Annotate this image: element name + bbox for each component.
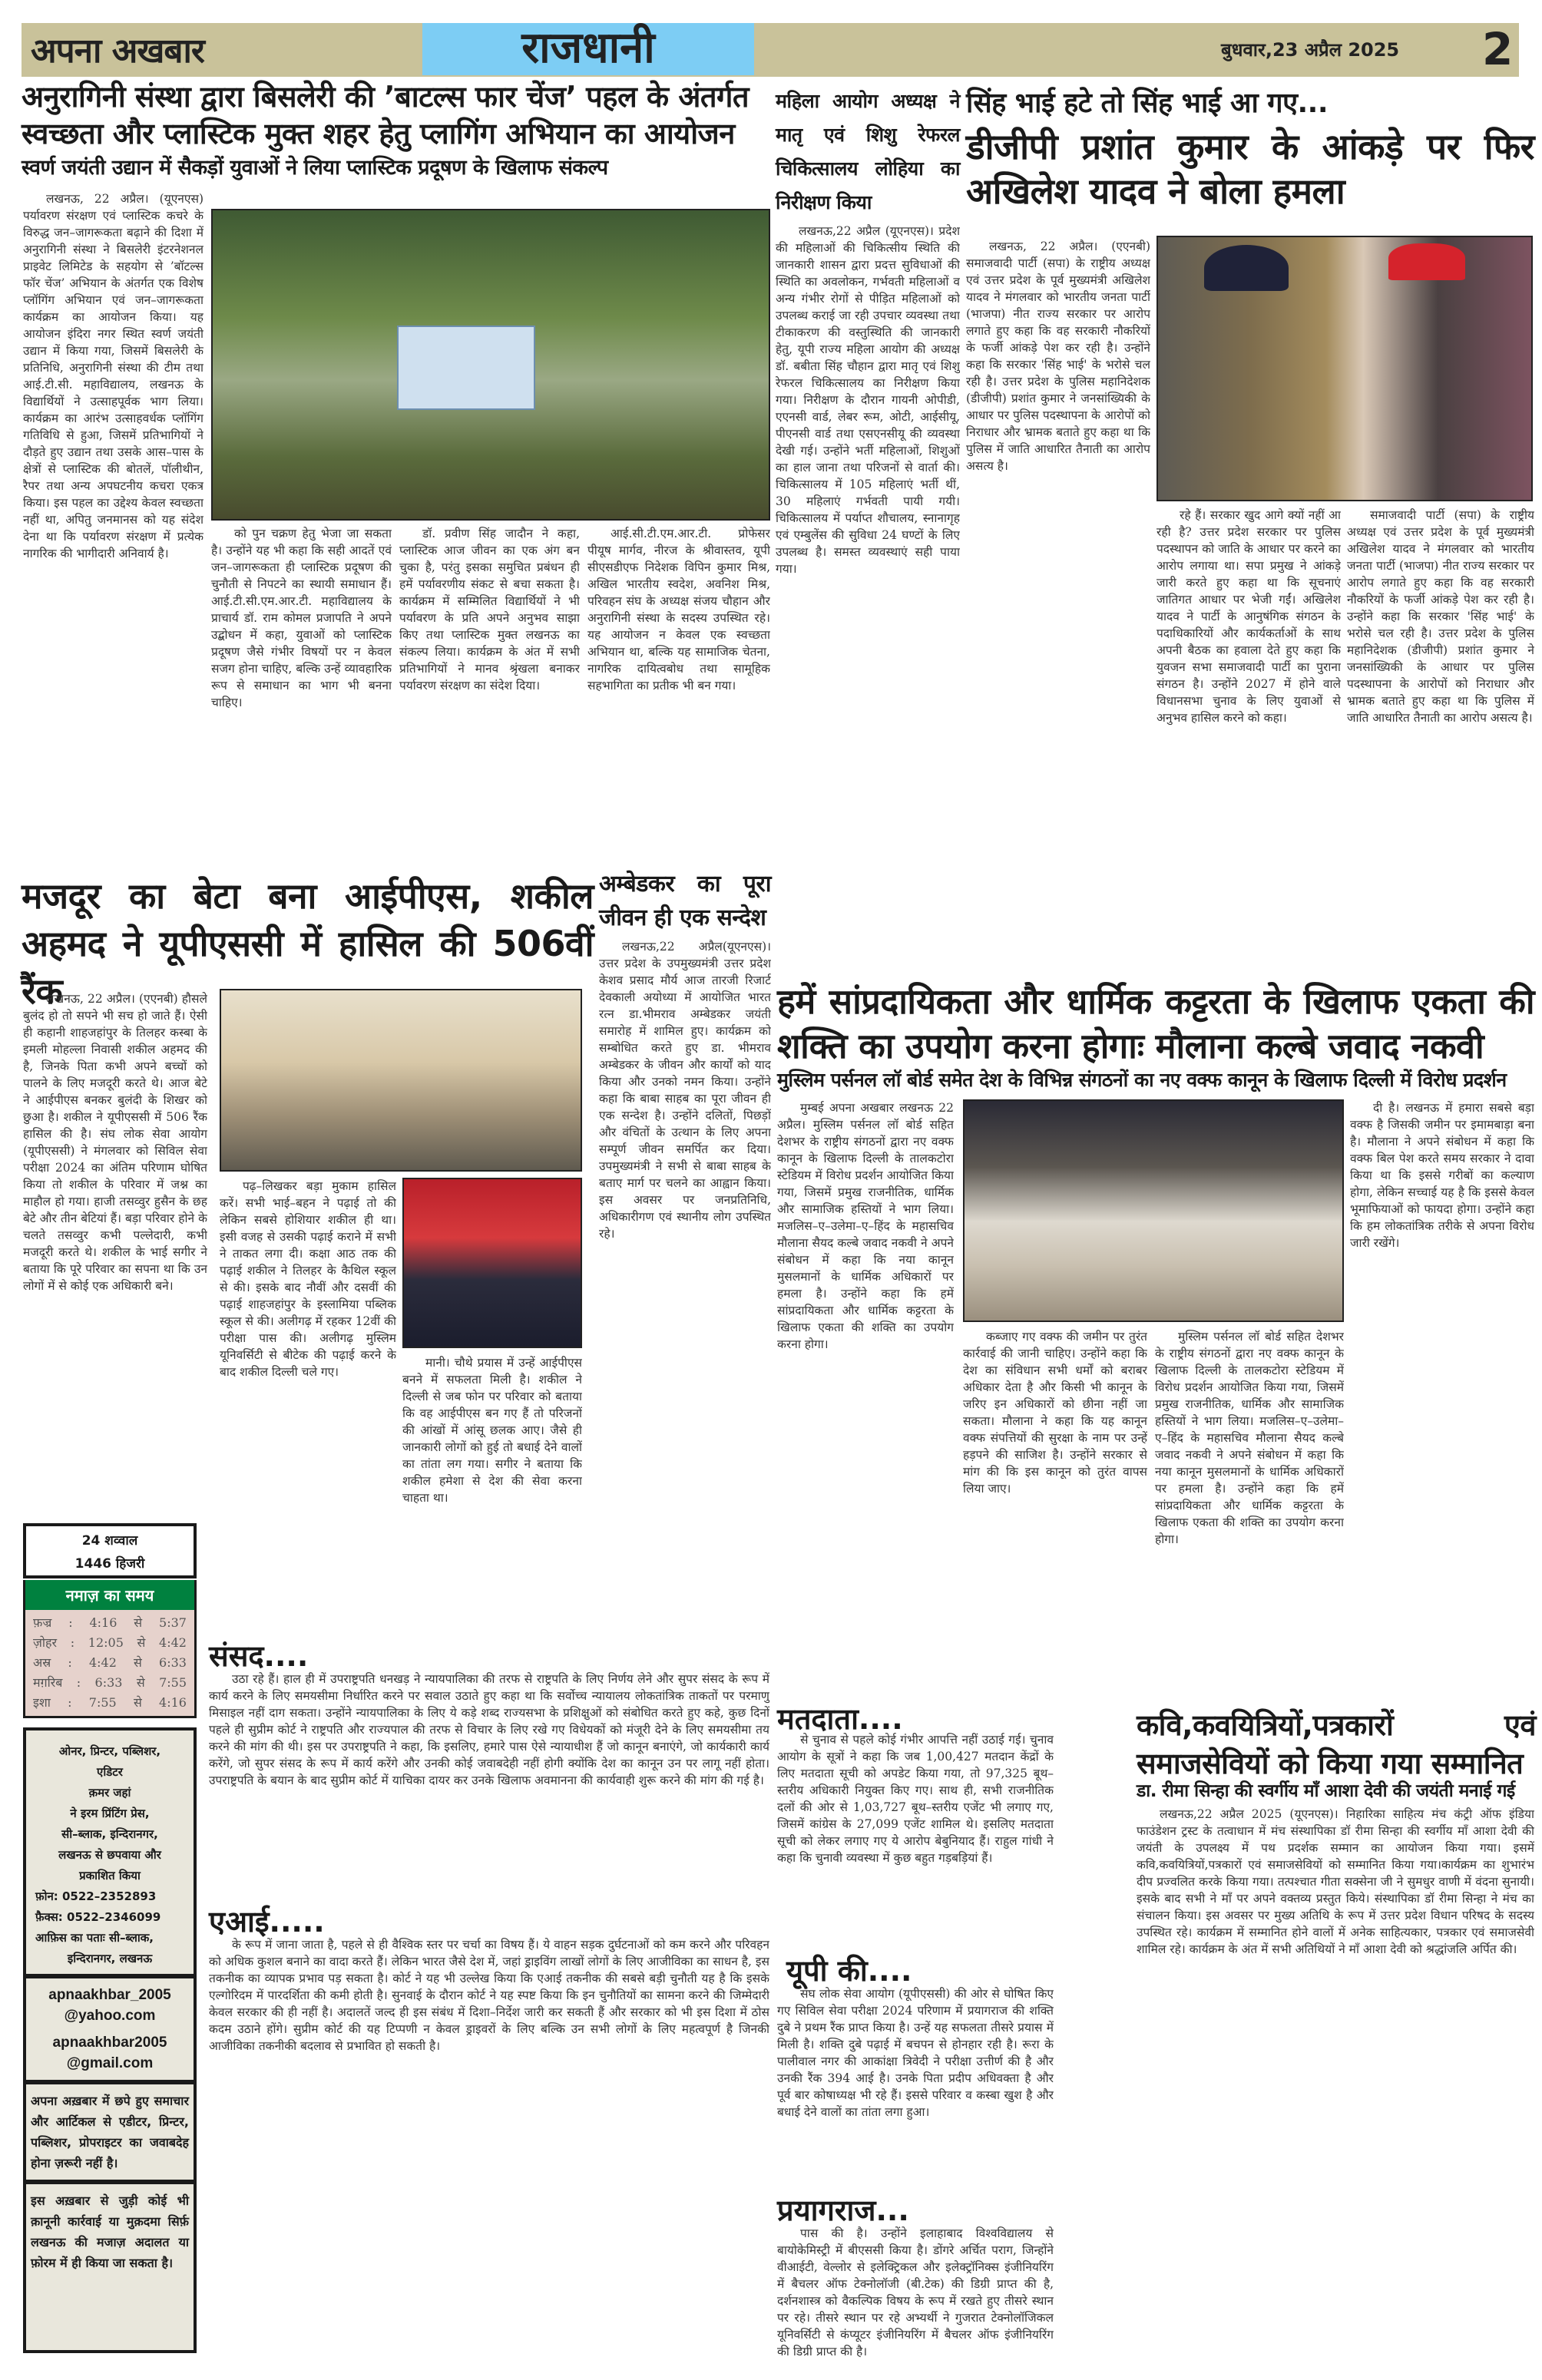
prayagraj-continuation-label: प्रयागराज... [777,2193,909,2227]
dgp-article-col1: लखनऊ, 22 अप्रैल। (एएनबी) समाजवादी पार्टी (सपा) के राष्ट्रीय अध्यक्ष एवं उत्तर प्रदेश के पूर्व मुख्यमंत्री अखिलेश यादव ने मंगलवार को भारतीय जनता पार्टी (भाजपा) नीत राज्य सरकार पर आरोप लगाते हुए कहा कि वह सरकारी नौकरियों के फर्जी आंकड़े पेश कर रही है। उन्होंने कहा कि सरकार 'सिंह भाई' के भरोसे चल रही है। उत्तर प्रदेश के पुलिस महानिदेशक (डीजीपी) प्रशांत कुमार ने जनसांख्यिकी के आधार पर पुलिस पदस्थापना के आरोपों को निराधार और भ्रामक बताते हुए कहा था कि पुलिस में जाति आधारित तैनाती का आरोप असत्य है। [966,240,1150,473]
prayer-to: से [134,1615,143,1630]
prayer-name: मग़रिब [33,1675,63,1690]
islamic-date: 24 शव्वाल [81,1533,138,1549]
prayer-separator: : [68,1615,73,1630]
imprint-publisher [26,1730,194,1974]
imprint-line: सी–ब्लाक, इन्दिरानगर, [61,1827,158,1841]
waqf-subheadline: मुस्लिम पर्सनल लॉ बोर्ड समेत देश के विभिन्न संगठनों का नए वक्फ कानून के खिलाफ दिल्ली में विरोध प्रदर्शन [777,1069,1507,1091]
prayer-row [33,1673,187,1693]
prayer-row [33,1613,187,1633]
imprint-line: ओनर, प्रिन्टर, पब्लिशर, [58,1744,161,1758]
voter-continuation-label: मतदाता.... [777,1702,903,1736]
prayer-start: 4:42 [88,1655,117,1670]
prayer-to: से [137,1635,146,1650]
plogging-headline-2: स्वच्छता और प्लास्टिक मुक्त शहर हेतु प्लागिंग अभियान का आयोजन [22,117,735,150]
ips-article-col3: मानी। चौथे प्रयास में उन्हें आईपीएस बनने में सफलता मिली है। शकील ने दिल्ली से जब फोन पर परिवार को बताया कि वह आईपीएस बन गए हैं तो परिजनों की आंखों में आंसू छलक आए। जैसे ही जानकारी लोगों को हुई तो बधाई देने वालों का तांता लग गया। सगीर ने बताया कि शकील हमेशा से देश की सेवा करना चाहता था। [402,1356,582,1505]
ips-family-photo [220,989,582,1172]
plogging-group-photo [211,209,770,521]
imprint-phone: फ़ोन: 0522–2352893 [35,1889,157,1903]
prayer-row [33,1653,187,1673]
prayer-end: 7:55 [159,1675,187,1690]
page-number: 2 [1482,23,1514,75]
prayer-to: से [136,1675,145,1690]
prayer-start: 7:55 [88,1695,117,1710]
hijri-date-box [23,1523,197,1578]
dgp-akhilesh-photo [1156,236,1533,501]
prayer-separator: : [68,1655,72,1670]
plogging-body: पर्यावरण संरक्षण एवं प्लास्टिक कचरे के विरुद्ध जन–जागरूकता बढ़ाने की दिशा में अनुरागिनी संस्था ने बिसलेरी इंटरनेशनल प्राइवेट लिमिटेड के सहयोग से ’बॉटल्स फॉर चेंज’ अभियान के अंतर्गत एक विशेष प्लॉगिंग अभियान एवं जन–जागरूकता कार्यक्रम का आयोजन किया। यह आयोजन इंदिरा नगर स्थित स्वर्ण जयंती उद्यान में किया गया, जिसमें बिसलेरी के प्रतिनिधि, अनुरागिनी संस्था की टीम तथा आई.टी.सी. महाविद्यालय, लखनऊ के विद्यार्थियों ने उत्साहपूर्वक भाग लिया। कार्यक्रम का आरंभ उत्साहवर्धक प्लॉगिंग गतिविधि से हुआ, जिसमें प्रतिभागियों ने दौड़ते हुए उद्यान तथा उसके आस–पास के क्षेत्रों से प्लास्टिक की बोतलें, पॉलीथीन, रैपर तथा अन्य अपघटनीय कचरा एकत्र किया। इस पहल का उद्देश्य केवल स्वच्छता नहीं था, अपितु जनमानस को यह संदेश देना था कि पर्यावरण संरक्षण में प्रत्येक नागरिक की भागीदारी अनिवार्य है। [23,209,204,560]
prayer-separator: : [68,1695,72,1710]
plogging-article-col2: को पुन चक्रण हेतु भेजा जा सकता है। उन्होंने यह भी कहा कि सही आदतें एवं जन–जागरूकता ही प्लास्टिक प्रदूषण की चुनौती से निपटने का स्थायी समाधान हैं। आई.टी.सी.एम.आर.टी. महाविद्यालय के प्राचार्य डॉ. राम कोमल प्रजापति ने अपने उद्बोधन में कहा, युवाओं को प्लास्टिक प्रदूषण जैसे गंभीर विषयों पर न केवल सजग होना चाहिए, बल्कि उन्हें व्यावहारिक रूप से समाधान का भाग भी बनना चाहिए। [211,527,392,709]
waqf-article-col3: मुस्लिम पर्सनल लॉ बोर्ड सहित देशभर के राष्ट्रीय संगठनों द्वारा नए वक्फ कानून के खिलाफ दिल्ली के तालकटोरा स्टेडियम में विरोध प्रदर्शन आयोजित किया गया, जिसमें प्रमुख राजनीतिक, धार्मिक और सामाजिक हस्तियों ने भाग लिया। मजलिस–ए–उलेमा–ए–हिंद के महासचिव मौलाना सैयद कल्बे जवाद नकवी ने अपने संबोधन में कहा कि नया कानून मुसलमानों के धार्मिक अधिकारों पर हमला है। उन्होंने कहा कि हमें सांप्रदायिकता और धार्मिक कट्टरता के खिलाफ एकता की शक्ति का उपयोग करना होगा। [1155,1330,1344,1546]
prayer-end: 4:42 [159,1635,187,1650]
prayer-row [33,1633,187,1653]
women-commission-article: लखनऊ,22 अप्रैल (यूएनएस)। प्रदेश की महिलाओं की चिकित्सीय स्थिति की जानकारी शासन द्वारा प्रदत्त सुविधाओं की स्थिति का अवलोकन, गर्भवती महिलाओं व अन्य गंभीर रोगों से पीड़ित महिलाओं को उपलब्ध कराई जा रही उपचार व्यवस्था तथा टीकाकरण की वस्तुस्थिति की जानकारी हेतु, यूपी राज्य महिला आयोग की अध्यक्ष डॉ. बबीता सिंह चौहान द्वारा मातृ एवं शिशु रेफरल चिकित्सालय का निरीक्षण किया गया। निरीक्षण के दौरान गायनी ओपीडी, एएनसी वार्ड, लेबर रूम, ओटी, आईसीयू, पीएनसी वार्ड तथा एसएनसीयू की व्यवस्था देखी गई। उन्होंने भर्ती महिलाओं, शिशुओं का हाल जाना तथा परिजनों से वार्ता की। चिकित्सालय में 105 महिलाएं भर्ती थीं, 30 महिलाएं गर्भवती पायी गयी। चिकित्सालय में पर्याप्त शौचालय, स्नानागृह एवं एम्बुलेंस की सुविधा 24 घण्टों के लिए उपलब्ध है। समस्त व्यवस्थाएं सही पाया गया। [776,224,960,576]
prayer-end: 5:37 [159,1615,187,1630]
prayer-name: ज़ोहर [33,1635,58,1650]
prayer-name: फ़ज्र [33,1615,52,1630]
ips-article-col1: लखनऊ, 22 अप्रैल। (एएनबी) हौसले बुलंद हो तो सपने भी सच हो जाते हैं। ऐसी ही कहानी शाहजहांपुर के तिलहर कस्बा के इमली मोहल्ला निवासी शकील अहमद की है, जिनके पिता कभी अपने बच्चों को पालने के लिए मजदूरी करते थे। आज बेटे ने आईपीएस बनकर बुलंदी के शिखर को छुआ है। शकील ने यूपीएससी में 506 रैंक हासिल की है। संघ लोक सेवा आयोग (यूपीएससी) ने मंगलवार को सिविल सेवा परीक्षा 2024 का अंतिम परिणाम घोषित किया तो शकील के परिवार में जश्न का माहौल हो गया। हाजी तसव्वुर हुसैन के छह बेटे और तीन बेटियां हैं। बड़ा परिवार होने के चलते तसव्वुर कभी पल्लेदारी, कभी मजदूरी करते थे। शकील के भाई सगीर ने बताया कि पूरे परिवार का सपना था कि उन लोगों में से कोई एक अधिकारी बने। [23,992,207,1293]
imprint-office-city: इन्दिरानगर, लखनऊ [67,1952,153,1965]
police-cap-shape [1204,245,1289,291]
plogging-dateline: लखनऊ, 22 अप्रैल। (यूएनएस) [46,192,204,206]
dgp-article-col3: समाजवादी पार्टी (सपा) के राष्ट्रीय अध्यक्ष एवं उत्तर प्रदेश के पूर्व मुख्यमंत्री अखिलेश यादव ने मंगलवार को भारतीय जनता पार्टी (भाजपा) नीत राज्य सरकार पर आरोप लगाते हुए कहा कि वह सरकारी नौकरियों के फर्जी आंकड़े पेश कर रही है। उन्होंने कहा कि सरकार 'सिंह भाई' के भरोसे चल रही है। उत्तर प्रदेश के पुलिस महानिदेशक (डीजीपी) प्रशांत कुमार ने जनसांख्यिकी के आधार पर पुलिस पदस्थापना के आरोपों को निराधार और भ्रामक बताते हुए कहा था कि पुलिस में जाति आधारित तैनाती का आरोप असत्य है। [1347,508,1534,725]
poets-subheadline: डा. रीमा सिन्हा की स्वर्गीय माँ आशा देवी की जयंती मनाई गई [1137,1781,1515,1801]
up-continuation-label: यूपी की.... [786,1954,912,1988]
plogging-article-col3: डॉ. प्रवीण सिंह जादौन ने कहा, प्लास्टिक आज जीवन का एक अंग बन चुका है, परंतु इसका समुचित प्रबंधन ही हमें पर्यावरणीय संकट से बचा सकता है। कार्यक्रम में सम्मिलित विद्यार्थियों ने भी पर्यावरण के प्रति अपने अनुभव साझा किए तथा प्लास्टिक मुक्त लखनऊ का संकल्प लिया। कार्यक्रम के अंत में सभी प्रतिभागियों ने मानव श्रृंखला बनाकर पर्यावरण संरक्षण का संदेश दिया। [399,527,580,693]
imprint-fax: फ़ैक्स: 0522–2346099 [35,1910,161,1924]
up-continuation-body: संघ लोक सेवा आयोग (यूपीएससी) की ओर से घोषित किए गए सिविल सेवा परीक्षा 2024 परिणाम में प्रयागराज की शक्ति दुबे ने प्रथम रैंक प्राप्त किया है। उन्हें यह सफलता तीसरे प्रयास में मिली है। शक्ति दुबे पढ़ाई में बचपन से होनहार रही है। रूरा के पालीवाल नगर की आकांक्षा त्रिवेदी ने परीक्षा उत्तीर्ण की है और उनकी रैंक 394 आई है। उनके पिता प्रदीप अधिवक्ता है और पूर्व बार कोषाध्यक्ष भी रहे हैं। इससे परिवार व कस्बा खुश है और बधाई देने वालों का तांता लगा हुआ। [777,1987,1054,2119]
prayer-end: 4:16 [159,1695,187,1710]
prayagraj-continuation-body: पास की है। उन्होंने इलाहाबाद विश्वविद्यालय से बायोकेमिस्ट्री में बीएससी किया है। डोंगरे अर्चित पराग, जिन्होंने वीआईटी, वेल्लोर से इलेक्ट्रिकल और इलेक्ट्रॉनिक्स इंजीनियरिंग में बैचलर ऑफ टेक्नोलॉजी (बी.टेक) की डिग्री प्राप्त की है, दर्शनशास्त्र को वैकल्पिक विषय के रूप में रखते हुए तीसरे स्थान पर रहे। तीसरे स्थान पर रहे अभ्यर्थी ने गुजरात टेक्नोलॉजिकल यूनिवर्सिटी से कंप्यूटर इंजीनियरिंग में बैचलर ऑफ इंजीनियरिंग की डिग्री प्राप्त की है। [777,2226,1054,2359]
issue-date: बुधवार,23 अप्रैल 2025 [1221,39,1400,61]
ai-continuation-label: एआई..... [209,1905,325,1939]
imprint-box [23,1727,197,2353]
prayer-row [33,1693,187,1713]
banner-image [397,326,535,410]
imprint-line: लखनऊ से छपवाया और [58,1848,161,1862]
plogging-article-col4: आई.सी.टी.एम.आर.टी. प्रोफेसर पीयूष मार्गव, नीरज के श्रीवास्तव, यूपी सीएसडीएफ निदेशक विपिन कुमार मिश्र, अखिल भारतीय स्वदेश, अवनिश मिश्र, परिवहन संघ के अध्यक्ष संजय चौहान और अनुरागिनी संस्था के सदस्य उपस्थित रहे। यह आयोजन न केवल एक स्वच्छता अभियान था, बल्कि यह सामाजिक चेतना, नागरिक दायित्वबोध तथा सामूहिक सहभागिता का प्रतीक भी बन गया। [587,527,770,693]
email-1-user[interactable]: apnaakhbar_2005 [48,1987,171,2003]
imprint-line: प्रकाशित किया [79,1869,141,1883]
email-2-domain[interactable]: @gmail.com [66,2055,154,2071]
prayer-to: से [134,1655,142,1670]
poets-headline: कवि,कवयित्रियों,पत्रकारों एवं समाजसेवियों को किया गया सम्मानित [1137,1708,1536,1780]
voter-continuation-body: से चुनाव से पहले कोई गंभीर आपत्ति नहीं उठाई गई। चुनाव आयोग के सूत्रों ने कहा कि जब 1,00,427 मतदान केंद्रों के लिए मतदाता सूची को अपडेट किया गया, तो 97,325 बूथ–स्तरीय अधिकारी नियुक्त किए गए। साथ ही, सभी राजनीतिक दलों की ओर से 1,03,727 बूथ–स्तरीय एजेंट भी लगाए गए, जिसमें कांग्रेस के 27,099 एजेंट शामिल थे। इसलिए मतदाता सूची को लेकर लगाए गए ये आरोप बेबुनियाद हैं। राहुल गांधी ने कहा कि चुनावी व्यवस्था में कुछ बहुत गड़बड़ियां हैं। [777,1733,1054,1865]
imprint-jurisdiction: इस अख़बार से जुड़ी कोई भी क़ानूनी कार्रवाई या मुक़दमा सिर्फ़ लखनऊ की मजाज़ अदालत या फ़ोरम में ही किया जा सकता है। [31,2193,189,2270]
ambedkar-headline: अम्बेडकर का पूरा जीवन ही एक सन्देश [599,871,771,931]
plogging-headline-1: अनुरागिनी संस्था द्वारा बिसलेरी की ’बाटल्स फार चेंज’ पहल के अंतर्गत [22,80,749,114]
poets-article: लखनऊ,22 अप्रैल 2025 (यूएनएस)। निहारिका साहित्य मंच कंट्री ऑफ इंडिया फाउंडेशन ट्रस्ट के तत्वाधान में मंच संस्थापिका डॉ रीमा सिन्हा की स्वर्गीय माँ आशा देवी की जयंती के उपलक्ष्य में पथ प्रदर्शक सम्मान का आयोजन किया गया। इसमें कवि,कवयित्रियों,पत्रकारों एवं समाजसेवियों को सम्मानित किया गया।कार्यक्रम का शुभारंभ दीप प्रज्वलित करके किया गया। तत्पश्चात गीता सक्सेना जी ने सुमधुर वाणी में वंदना सुनायी। इसके बाद सभी ने माँ पर अपने वक्तव्य प्रस्तुत किये। संस्थापिका डॉ रीमा सिन्हा ने मंच का संचालन किया। इस अवसर पर मुख्य अतिथि के रूप में उत्तर प्रदेश विधान परिषद के सदस्य उपस्थित रहे। कार्यक्रम में सम्मानित होने वालों में अनेक साहित्यकार, पत्रकार एवं समाजसेवी शामिल रहे। कार्यक्रम के अंत में सभी अतिथियों ने माँ आशा देवी को श्रद्धांजलि अर्पित की। [1137,1807,1534,1956]
sansad-continuation-label: संसद.... [209,1639,309,1673]
ips-article-col2: पढ़–लिखकर बड़ा मुकाम हासिल करें। सभी भाई–बहन ने पढ़ाई तो की लेकिन सबसे होशियार शकील ही था। इसी वजह से उसकी पढ़ाई कराने में सभी ने ताकत लगा दी। कक्षा आठ तक की पढ़ाई शकील ने तिलहर के कैथिल स्कूल से की। इसके बाद नौवीं और दसवीं की पढ़ाई शाहजहांपुर के इस्लामिया पब्लिक स्कूल से की। अलीगढ़ में रहकर 12वीं की परीक्षा पास की। अलीगढ़ मुस्लिम यूनिवर्सिटी से बीटेक की पढ़ाई करने के बाद शकील दिल्ली चले गए। [220,1179,396,1379]
hijri-year: 1446 हिजरी [74,1556,145,1572]
prayer-end: 6:33 [159,1655,187,1670]
ai-continuation-body: के रूप में जाना जाता है, पहले से ही वैश्विक स्तर पर चर्चा का विषय हैं। ये वाहन सड़क दुर्घटनाओं को कम करने और परिवहन को अधिक कुशल बनाने का वादा करते हैं। लेकिन भारत जैसे देश में, जहां ड्राइविंग लाखों लोगों के लिए आजीविका का साधन है, इस तकनीक का व्यापक प्रभाव पड़ सकता है। कोर्ट ने यह भी उल्लेख किया कि एआई तकनीक की सबसे बड़ी चुनौती यह है कि इसके एल्गोरिदम में पारदर्शिता की कमी होती है। सुनवाई के दौरान कोर्ट ने यह स्पष्ट किया कि इन चुनौतियों का सामना करने की जिम्मेदारी केवल सरकार की ही नहीं है। अदालतें जल्द ही इस संबंध में दिशा–निर्देश जारी कर सकती हैं और सरकार को भी इस दिशा में ठोस कदम उठाने होंगे। सुप्रीम कोर्ट की यह टिप्पणी न केवल ड्राइवरों के लिए बल्कि उन सभी लोगों के लिए महत्वपूर्ण है जिनकी आजीविका तकनीकी बदलाव से प्रभावित हो सकती है। [209,1938,769,2053]
shakeel-portrait-photo [402,1178,582,1348]
imprint-emails [26,1978,194,2080]
dgp-article-col2: रहे हैं। सरकार खुद आगे क्यों नहीं आ रही है? उत्तर प्रदेश सरकार पर पुलिस पदस्थापन को जाति के आधार पर करने का आरोप लगाया था। सपा प्रमुख ने आंकड़े जारी करते हुए कहा था कि सूचनाएं जातिगत आधार पर भेजी गईं। अखिलेश यादव ने पार्टी के आनुषंगिक संगठन के पदाधिकारियों और कार्यकर्ताओं के साथ अपनी बैठक का हवाला देते हुए कहा कि युवजन सभा समाजवादी पार्टी का पुराना संगठन है। उन्होंने 2027 में होने वाले विधानसभा चुनाव के लिए युवाओं से अनुभव हासिल करने को कहा। [1156,508,1341,725]
email-1-domain[interactable]: @yahoo.com [64,2008,156,2024]
waqf-headline: हमें सांप्रदायिकता और धार्मिक कट्टरता के खिलाफ एकता की शक्ति का उपयोग करना होगाः मौलाना कल्बे जवाद नकवी [777,981,1534,1066]
prayer-separator: : [76,1675,81,1690]
plogging-article-col1 [23,190,204,840]
prayer-times-title: नमाज़ का समय [25,1580,194,1610]
prayer-times-table [25,1610,194,1716]
prayer-name: अस्र [33,1655,51,1670]
ips-headline: मजदूर का बेटा बना आईपीएस, शकील अहमद ने यूपीएससी में हासिल की 506वीं रैंक [22,875,594,1012]
prayer-start: 6:33 [94,1675,123,1690]
women-commission-headline: महिला आयोग अध्यक्ष ने मातृ एवं शिशु रेफरल चिकित्सालय लोहिया का निरीक्षण किया [776,90,960,213]
prayer-times-box [23,1580,197,1718]
waqf-protest-photo [963,1099,1344,1322]
red-cap-shape [1388,243,1465,280]
imprint-office-label: आफ़िस का पताः सी–ब्लाक, [35,1931,154,1945]
newspaper-brand: अपना अखबार [31,31,204,71]
waqf-article-col4: दी है। लखनऊ में हमारा सबसे बड़ा वक्फ है जिसकी जमीन पर इमामबाड़ा बना है। मौलाना ने अपने संबोधन में कहा कि वक्फ बिल पेश करते समय सरकार ने दावा किया था कि इससे गरीबों का कल्याण होगा, लेकिन सच्चाई यह है कि इससे केवल भूमाफियाओं को फायदा होगा। उन्होंने कहा कि हम लोकतांत्रिक तरीके से अपना विरोध जारी रखेंगे। [1350,1101,1534,1250]
prayer-name: इशा [33,1695,51,1710]
email-2-user[interactable]: apnaakhbar2005 [52,2035,167,2051]
prayer-separator: : [70,1635,75,1650]
imprint-disclaimer: अपना अख़बार में छपे हुए समाचार और आर्टिकल से एडीटर, प्रिन्टर, पब्लिशर, प्रोपराइटर का जवाबदेह होना ज़रूरी नहीं है। [31,2094,189,2170]
prayer-start: 12:05 [88,1635,124,1650]
ambedkar-article: लखनऊ,22 अप्रैल(यूएनएस)। उत्तर प्रदेश के उपमुख्यमंत्री उत्तर प्रदेश केशव प्रसाद मौर्य आज तारजी रिजार्ट देवकाली अयोध्या में आयोजित भारत रत्न डा.भीमराव अम्बेडकर जयंती समारोह में शामिल हुए। कार्यक्रम को सम्बोधित करते हुए डा. भीमराव अम्बेडकर के जीवन और कार्यों को याद किया और उनको नमन किया। उन्होंने कहा कि बाबा साहब का पूरा जीवन ही एक सन्देश है। उन्होंने दलितों, पिछड़ों और वंचितों के उत्थान के लिए अपना सम्पूर्ण जीवन समर्पित कर दिया। उपमुख्यमंत्री ने सभी से बाबा साहब के बताए मार्ग पर चलने का आह्वान किया। इस अवसर पर जनप्रतिनिधि, अधिकारीगण एवं स्थानीय लोग उपस्थित रहे। [599,940,771,1241]
dgp-headline: डीजीपी प्रशांत कुमार के आंकड़े पर फिर अखिलेश यादव ने बोला हमला [966,126,1534,212]
section-title: राजधानी [422,23,754,75]
waqf-article-col1: मुम्बई अपना अखबार लखनऊ 22 अप्रैल। मुस्लिम पर्सनल लॉ बोर्ड सहित देशभर के राष्ट्रीय संगठनों द्वारा नए वक्फ कानून के खिलाफ दिल्ली के तालकटोरा स्टेडियम में विरोध प्रदर्शन आयोजित किया गया, जिसमें प्रमुख राजनीतिक, धार्मिक और सामाजिक हस्तियों ने भाग लिया। मजलिस–ए–उलेमा–ए–हिंद के महासचिव मौलाना सैयद कल्बे जवाद नकवी ने अपने संबोधन में कहा कि नया कानून मुसलमानों के धार्मिक अधिकारों पर हमला है। उन्होंने कहा कि हमें सांप्रदायिकता और धार्मिक कट्टरता के खिलाफ एकता की शक्ति का उपयोग करना होगा। [777,1101,954,1351]
prayer-start: 4:16 [89,1615,117,1630]
dgp-kicker: सिंह भाई हटे तो सिंह भाई आ गए... [966,88,1328,119]
plogging-subheadline: स्वर्ण जयंती उद्यान में सैकड़ों युवाओं ने लिया प्लास्टिक प्रदूषण के खिलाफ संकल्प [22,156,608,180]
imprint-line: एडिटर [97,1765,123,1779]
imprint-line: ने इरम प्रिंटिंग प्रेस, [70,1806,150,1820]
prayer-to: से [133,1695,142,1710]
imprint-line: क़मर जहां [88,1786,131,1800]
waqf-article-col2: कब्जाए गए वक्फ की जमीन पर तुरंत कार्रवाई की जानी चाहिए। उन्होंने कहा कि देश का संविधान सभी धर्मों को बराबर अधिकार देता है और किसी भी कानून के जरिए इन अधिकारों को छीना नहीं जा सकता। मौलाना ने कहा कि यह कानून वक्फ संपत्तियों की सुरक्षा के नाम पर उन्हें हड़पने की साजिश है। उन्होंने सरकार से मांग की कि इस कानून को तुरंत वापस लिया जाए। [963,1330,1147,1496]
sansad-continuation-body: उठा रहे हैं। हाल ही में उपराष्ट्रपति धनखड़ ने न्यायपालिका की तरफ से राष्ट्रपति के लिए निर्णय लेने और सुपर संसद के रूप में कार्य करने के लिए समयसीमा निर्धारित करने पर सवाल उठाते हुए कहा था कि सर्वोच्च न्यायालय लोकतांत्रिक ताकतों पर परमाणु मिसाइल नहीं दाग सकता। उन्होंने न्यायपालिका के लिए ये कड़े शब्द राज्यसभा के प्रशिक्षुओं को संबोधित करते हुए कहे, कुछ दिनों पहले ही सुप्रीम कोर्ट ने राष्ट्रपति और राज्यपाल की तरफ से विचार के लिए रखे गए विधेयकों को मंजूरी देने के लिए समयसीमा तय करने की मांग की थी। इस पर उपराष्ट्रपति ने कहा, कि इसलिए, हमारे पास ऐसे न्यायाधीश हैं जो कानून बनाएंगे, जो कार्यकारी कार्य करेंगे, जो सुपर संसद के रूप में कार्य करेंगे और उनकी कोई जवाबदेही नहीं होगी क्योंकि देश का कानून उन पर लागू नहीं होता। उपराष्ट्रपति के बयान के बाद सुप्रीम कोर्ट में याचिका दायर कर उनके खिलाफ अवमानना की कार्यवाही शुरू करने की मांग की गई है। [209,1672,769,1787]
